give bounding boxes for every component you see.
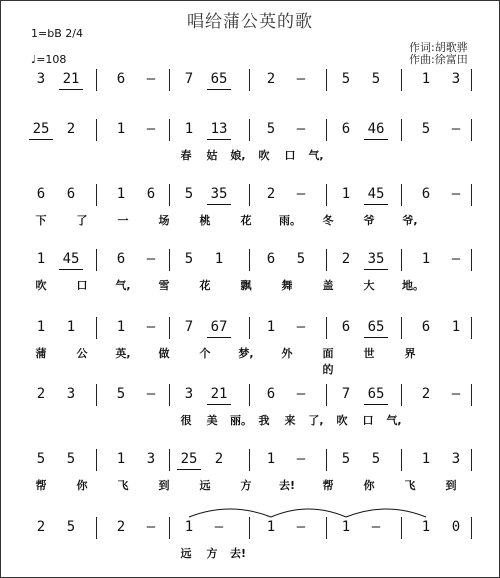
bar-line bbox=[169, 317, 170, 339]
note: – bbox=[296, 71, 306, 87]
note: 2 bbox=[341, 251, 351, 267]
lyric-word: 花 bbox=[240, 214, 252, 227]
lyric-word: 飞 bbox=[404, 479, 416, 492]
lyricist-credit: 作词:胡歌骅 bbox=[409, 41, 468, 54]
note: 13 bbox=[210, 121, 228, 137]
note: 6 bbox=[341, 121, 351, 137]
lyric-word: 冬 bbox=[322, 214, 334, 227]
lyric-word: 个 bbox=[199, 347, 211, 360]
lyric-word: 帮 bbox=[322, 479, 334, 492]
bar-line bbox=[471, 317, 472, 339]
note: 3 bbox=[36, 71, 46, 87]
note: 6 bbox=[146, 186, 156, 202]
lyric-word: 爷 bbox=[363, 214, 375, 227]
lyric-word: 方 bbox=[206, 547, 218, 560]
note: 7 bbox=[184, 71, 194, 87]
note: 3 bbox=[184, 386, 194, 402]
lyric-word: 到 bbox=[158, 479, 170, 492]
note: 2 bbox=[66, 121, 76, 137]
note: 35 bbox=[210, 186, 228, 202]
lyric-word: 口 bbox=[284, 149, 296, 162]
bar-line bbox=[401, 384, 402, 406]
note: – bbox=[146, 519, 156, 535]
bar-line bbox=[169, 384, 170, 406]
lyric-word: 去! bbox=[279, 479, 296, 492]
bar-line bbox=[169, 184, 170, 206]
note: 1 bbox=[341, 519, 351, 535]
lyric-word: 美 bbox=[206, 414, 218, 427]
note: – bbox=[146, 71, 156, 87]
note: – bbox=[296, 451, 306, 467]
bar-line bbox=[471, 249, 472, 271]
bar-line bbox=[326, 449, 327, 471]
bar-line bbox=[96, 69, 97, 91]
beam-line bbox=[364, 139, 388, 140]
note: 2 bbox=[266, 71, 276, 87]
note: 46 bbox=[367, 121, 385, 137]
note: 2 bbox=[214, 451, 224, 467]
note: 5 bbox=[371, 451, 381, 467]
note: 65 bbox=[210, 71, 228, 87]
note: 35 bbox=[367, 251, 385, 267]
lyric-word: 公 bbox=[76, 347, 88, 360]
tie-arc bbox=[271, 509, 346, 517]
lyric-word: 外 bbox=[281, 347, 293, 360]
note: 2 bbox=[421, 386, 431, 402]
song-title: 唱给蒲公英的歌 bbox=[187, 12, 313, 32]
lyric-word: 爷, bbox=[402, 214, 418, 227]
lyric-word: 下 bbox=[35, 214, 47, 227]
lyric-word: 口 bbox=[362, 414, 374, 427]
lyric-word: 娘, bbox=[230, 149, 246, 162]
lyric-word: 英, bbox=[115, 347, 131, 360]
note: 1 bbox=[66, 319, 76, 335]
lyric-word: 气, bbox=[115, 279, 131, 292]
beam-line bbox=[29, 139, 53, 140]
note: 5 bbox=[341, 451, 351, 467]
beam-line bbox=[177, 469, 201, 470]
note: – bbox=[451, 186, 461, 202]
bar-line bbox=[471, 119, 472, 141]
lyric-word: 很 bbox=[180, 414, 192, 427]
note: 25 bbox=[180, 451, 198, 467]
note: 2 bbox=[36, 386, 46, 402]
note: 6 bbox=[341, 319, 351, 335]
bar-line bbox=[96, 249, 97, 271]
note: – bbox=[296, 386, 306, 402]
note: 6 bbox=[116, 71, 126, 87]
bar-line bbox=[401, 184, 402, 206]
note: 25 bbox=[32, 121, 50, 137]
lyric-word: 气, bbox=[386, 414, 402, 427]
note: – bbox=[451, 251, 461, 267]
note: 1 bbox=[266, 451, 276, 467]
lyric-word: 雨。 bbox=[279, 214, 301, 227]
lyric-word: 到 bbox=[445, 479, 457, 492]
note: 45 bbox=[367, 186, 385, 202]
note: – bbox=[146, 386, 156, 402]
note: 1 bbox=[116, 186, 126, 202]
note: 5 bbox=[66, 519, 76, 535]
note: – bbox=[296, 519, 306, 535]
bar-line bbox=[326, 119, 327, 141]
lyric-word: 做 bbox=[158, 347, 170, 360]
bar-line bbox=[96, 384, 97, 406]
lyric-word: 远 bbox=[199, 479, 211, 492]
lyric-word: 气, bbox=[308, 149, 324, 162]
lyric-word: 了 bbox=[76, 214, 88, 227]
lyric-word: 蒲 bbox=[35, 347, 47, 360]
note: 5 bbox=[36, 451, 46, 467]
note: 65 bbox=[367, 319, 385, 335]
note: 3 bbox=[451, 71, 461, 87]
beam-line bbox=[207, 337, 231, 338]
note: 5 bbox=[66, 451, 76, 467]
bar-line bbox=[326, 384, 327, 406]
note: – bbox=[214, 519, 224, 535]
beam-line bbox=[364, 404, 388, 405]
lyric-word: 飞 bbox=[117, 479, 129, 492]
note: 6 bbox=[421, 186, 431, 202]
note: – bbox=[371, 519, 381, 535]
bar-line bbox=[471, 384, 472, 406]
lyric-word: 桃 bbox=[199, 214, 211, 227]
tie-arc bbox=[189, 509, 271, 517]
note: 1 bbox=[214, 251, 224, 267]
lyric-word: 吹 bbox=[336, 414, 348, 427]
lyric-word: 去! bbox=[230, 547, 247, 560]
note: – bbox=[296, 186, 306, 202]
note: – bbox=[146, 121, 156, 137]
lyric-word: 场 bbox=[158, 214, 170, 227]
beam-line bbox=[364, 269, 388, 270]
note: – bbox=[146, 251, 156, 267]
bar-line bbox=[249, 384, 250, 406]
lyric-word: 你 bbox=[76, 479, 88, 492]
bar-line bbox=[96, 317, 97, 339]
lyric-word: 梦, bbox=[238, 347, 254, 360]
bar-line bbox=[401, 317, 402, 339]
note: 1 bbox=[451, 319, 461, 335]
bar-line bbox=[249, 449, 250, 471]
bar-line bbox=[471, 69, 472, 91]
bar-line bbox=[249, 119, 250, 141]
lyric-word: 姑 bbox=[206, 149, 218, 162]
note: 6 bbox=[116, 251, 126, 267]
lyric-word: 春 bbox=[180, 149, 192, 162]
lyric-word: 了, bbox=[308, 414, 324, 427]
bar-line bbox=[471, 517, 472, 539]
note: 1 bbox=[116, 319, 126, 335]
lyric-word: 吹 bbox=[258, 149, 270, 162]
note: 2 bbox=[36, 519, 46, 535]
note: 1 bbox=[116, 121, 126, 137]
bar-line bbox=[249, 317, 250, 339]
lyric-word: 丽。 bbox=[230, 414, 252, 427]
note: 1 bbox=[184, 121, 194, 137]
note: 21 bbox=[210, 386, 228, 402]
note: 6 bbox=[266, 386, 276, 402]
lyric-word: 舞 bbox=[281, 279, 293, 292]
bar-line bbox=[96, 119, 97, 141]
note: 1 bbox=[421, 71, 431, 87]
lyric-word: 盖 bbox=[322, 279, 334, 292]
bar-line bbox=[326, 184, 327, 206]
lyric-word: 飘 bbox=[240, 279, 252, 292]
note: 65 bbox=[367, 386, 385, 402]
note: 1 bbox=[341, 186, 351, 202]
bar-line bbox=[96, 449, 97, 471]
tie-arc bbox=[346, 509, 426, 517]
bar-line bbox=[249, 517, 250, 539]
note: 1 bbox=[266, 519, 276, 535]
lyric-word: 方 bbox=[240, 479, 252, 492]
note: – bbox=[296, 319, 306, 335]
note: 5 bbox=[266, 121, 276, 137]
note: 3 bbox=[146, 451, 156, 467]
note: 6 bbox=[421, 319, 431, 335]
note: 1 bbox=[266, 319, 276, 335]
bar-line bbox=[249, 249, 250, 271]
note: 1 bbox=[421, 519, 431, 535]
note: 5 bbox=[296, 251, 306, 267]
note: 5 bbox=[371, 71, 381, 87]
bar-line bbox=[169, 119, 170, 141]
lyric-word: 大 bbox=[363, 279, 375, 292]
note: 2 bbox=[266, 186, 276, 202]
lyric-word: 吹 bbox=[35, 279, 47, 292]
bar-line bbox=[326, 69, 327, 91]
note: 6 bbox=[266, 251, 276, 267]
bar-line bbox=[249, 184, 250, 206]
lyric-word: 来 bbox=[284, 414, 296, 427]
lyric-word: 地。 bbox=[402, 279, 424, 292]
bar-line bbox=[326, 517, 327, 539]
bar-line bbox=[471, 184, 472, 206]
note: – bbox=[451, 121, 461, 137]
beam-line bbox=[207, 139, 231, 140]
bar-line bbox=[169, 449, 170, 471]
note: 0 bbox=[451, 519, 461, 535]
beam-line bbox=[59, 269, 83, 270]
bar-line bbox=[96, 184, 97, 206]
note: 1 bbox=[184, 519, 194, 535]
bar-line bbox=[401, 69, 402, 91]
note: 5 bbox=[184, 186, 194, 202]
note: – bbox=[146, 319, 156, 335]
note: 3 bbox=[66, 386, 76, 402]
lyric-word: 我 bbox=[258, 414, 270, 427]
lyric-word: 口 bbox=[76, 279, 88, 292]
time-signature: 2/4 bbox=[65, 27, 83, 40]
note: 1 bbox=[116, 451, 126, 467]
note: – bbox=[451, 386, 461, 402]
note: 3 bbox=[451, 451, 461, 467]
lyric-word: 一 bbox=[117, 214, 129, 227]
beam-line bbox=[364, 337, 388, 338]
bar-line bbox=[401, 449, 402, 471]
note: 1 bbox=[36, 319, 46, 335]
note: 1 bbox=[421, 451, 431, 467]
beam-line bbox=[207, 204, 231, 205]
bar-line bbox=[169, 249, 170, 271]
note: 5 bbox=[421, 121, 431, 137]
bar-line bbox=[326, 317, 327, 339]
key-label: 1=bB bbox=[31, 27, 62, 40]
note: 21 bbox=[62, 71, 80, 87]
bar-line bbox=[249, 69, 250, 91]
note: 6 bbox=[66, 186, 76, 202]
note: 7 bbox=[184, 319, 194, 335]
bar-line bbox=[169, 69, 170, 91]
bar-line bbox=[169, 517, 170, 539]
bar-line bbox=[401, 119, 402, 141]
note: 5 bbox=[341, 71, 351, 87]
note: – bbox=[296, 121, 306, 137]
lyric-word: 帮 bbox=[35, 479, 47, 492]
beam-line bbox=[207, 89, 231, 90]
note: 5 bbox=[184, 251, 194, 267]
bar-line bbox=[401, 249, 402, 271]
note: 2 bbox=[116, 519, 126, 535]
bar-line bbox=[471, 449, 472, 471]
beam-line bbox=[364, 204, 388, 205]
beam-line bbox=[207, 404, 231, 405]
tempo-mark: ♩=108 bbox=[31, 53, 67, 66]
composer-credit: 作曲:徐富田 bbox=[409, 53, 468, 66]
lyric-word: 面的 bbox=[322, 347, 334, 376]
note: 1 bbox=[36, 251, 46, 267]
note: 7 bbox=[341, 386, 351, 402]
lyric-word: 花 bbox=[199, 279, 211, 292]
lyric-word: 界 bbox=[404, 347, 416, 360]
lyric-word: 雪 bbox=[158, 279, 170, 292]
note: 45 bbox=[62, 251, 80, 267]
note: 5 bbox=[116, 386, 126, 402]
note: 6 bbox=[36, 186, 46, 202]
bar-line bbox=[401, 517, 402, 539]
bar-line bbox=[326, 249, 327, 271]
lyric-word: 你 bbox=[363, 479, 375, 492]
lyric-word: 远 bbox=[180, 547, 192, 560]
note: 1 bbox=[421, 251, 431, 267]
bar-line bbox=[96, 517, 97, 539]
lyric-word: 世 bbox=[363, 347, 375, 360]
note: 67 bbox=[210, 319, 228, 335]
beam-line bbox=[59, 89, 83, 90]
